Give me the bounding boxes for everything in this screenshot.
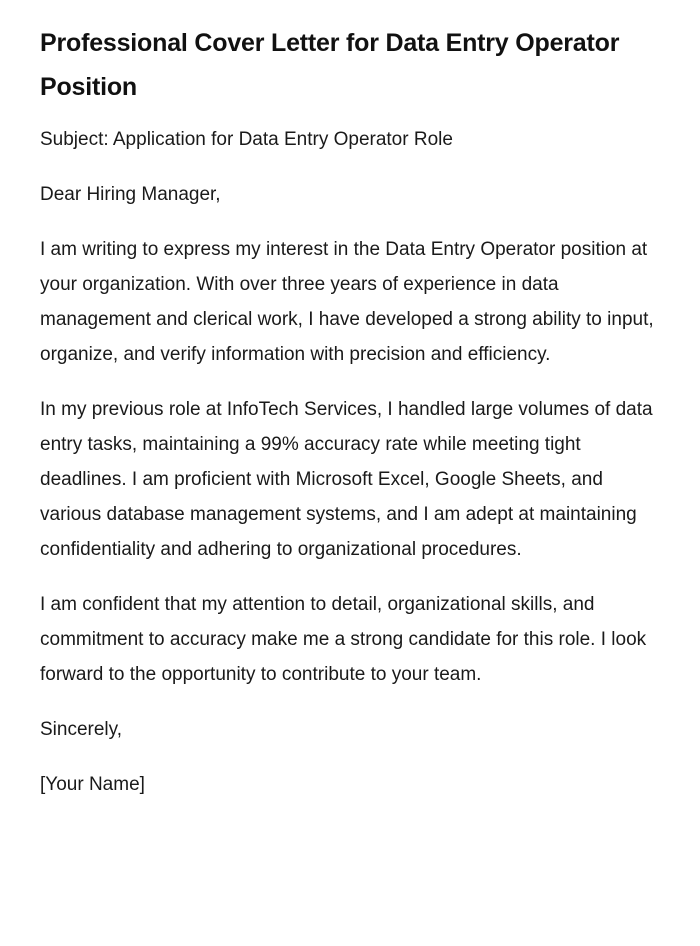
- letter-closing: Sincerely,: [40, 719, 123, 740]
- page-title: Professional Cover Letter for Data Entry Operator Position: [40, 29, 620, 101]
- letter-signature: [Your Name]: [40, 774, 145, 795]
- letter-paragraph-experience: In my previous role at InfoTech Services, I handled large volumes of data entry tasks, maintaining a 99% accuracy rate while meeting tight deadlines. I am proficient with Microsoft Excel, Google Sheets, and various database management systems, and I am adept at maintaining confidentiality and adhering to organizational procedures.: [40, 399, 653, 560]
- letter-greeting: Dear Hiring Manager,: [40, 184, 221, 205]
- letter-paragraph-intro: I am writing to express my interest in the Data Entry Operator position at your organization. With over three years of experience in data management and clerical work, I have developed a strong ability to input, organize, and verify information with precision and efficiency.: [40, 239, 654, 365]
- letter-paragraph-conclusion: I am confident that my attention to detail, organizational skills, and commitment to accuracy make me a strong candidate for this role. I look forward to the opportunity to contribute to your team.: [40, 594, 647, 685]
- letter-subject: Subject: Application for Data Entry Operator Role: [40, 129, 453, 150]
